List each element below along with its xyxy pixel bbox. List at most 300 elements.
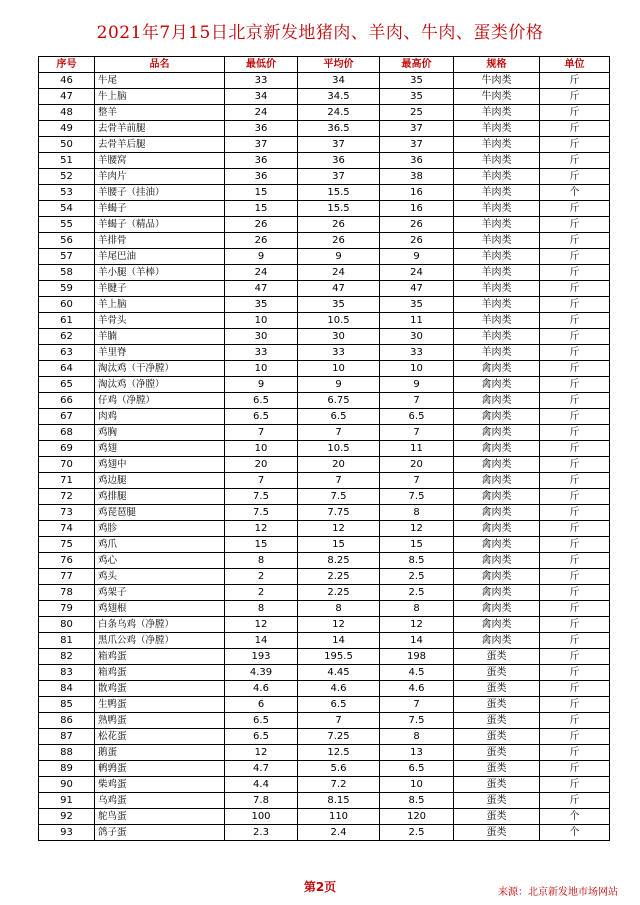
cell-index: 70 [39,457,95,473]
cell-category: 牛肉类 [454,73,540,89]
cell-min-price: 12 [225,521,298,537]
cell-avg-price: 6.75 [298,393,380,409]
cell-max-price: 37 [380,137,454,153]
cell-unit: 斤 [540,649,610,665]
cell-name: 鸡心 [95,553,225,569]
cell-index: 57 [39,249,95,265]
cell-name: 柴鸡蛋 [95,777,225,793]
cell-unit: 斤 [540,489,610,505]
cell-unit: 斤 [540,681,610,697]
cell-name: 鹅蛋 [95,745,225,761]
cell-index: 66 [39,393,95,409]
table-body [39,73,610,841]
cell-index: 61 [39,313,95,329]
cell-avg-price: 33 [298,345,380,361]
cell-avg-price: 9 [298,377,380,393]
cell-max-price: 9 [380,249,454,265]
cell-index: 74 [39,521,95,537]
cell-avg-price: 7 [298,425,380,441]
cell-max-price: 120 [380,809,454,825]
table-row [39,745,610,761]
cell-category: 禽肉类 [454,521,540,537]
cell-avg-price: 15.5 [298,185,380,201]
cell-index: 83 [39,665,95,681]
cell-min-price: 26 [225,217,298,233]
cell-category: 禽肉类 [454,569,540,585]
cell-name: 鸡翅 [95,441,225,457]
table-row [39,393,610,409]
header-avg-price: 平均价 [298,57,380,73]
cell-unit: 斤 [540,521,610,537]
cell-name: 羊肉片 [95,169,225,185]
cell-avg-price: 110 [298,809,380,825]
cell-unit: 斤 [540,601,610,617]
cell-unit: 斤 [540,569,610,585]
cell-category: 羊肉类 [454,313,540,329]
cell-index: 79 [39,601,95,617]
cell-category: 羊肉类 [454,121,540,137]
cell-name: 乌鸡蛋 [95,793,225,809]
cell-avg-price: 12.5 [298,745,380,761]
cell-unit: 斤 [540,153,610,169]
cell-unit: 斤 [540,697,610,713]
cell-unit: 斤 [540,585,610,601]
cell-name: 淘汰鸡（净膛） [95,377,225,393]
cell-index: 85 [39,697,95,713]
cell-avg-price: 10.5 [298,313,380,329]
cell-min-price: 7.5 [225,505,298,521]
cell-index: 52 [39,169,95,185]
cell-avg-price: 5.6 [298,761,380,777]
cell-name: 鸡翅根 [95,601,225,617]
cell-avg-price: 34.5 [298,89,380,105]
cell-max-price: 2.5 [380,569,454,585]
cell-category: 蛋类 [454,761,540,777]
cell-max-price: 12 [380,521,454,537]
cell-avg-price: 26 [298,233,380,249]
cell-unit: 斤 [540,89,610,105]
cell-max-price: 8.5 [380,553,454,569]
table-row [39,89,610,105]
cell-name: 散鸡蛋 [95,681,225,697]
cell-unit: 斤 [540,137,610,153]
cell-unit: 斤 [540,745,610,761]
cell-index: 62 [39,329,95,345]
cell-min-price: 36 [225,121,298,137]
cell-max-price: 47 [380,281,454,297]
cell-index: 72 [39,489,95,505]
cell-index: 56 [39,233,95,249]
cell-unit: 斤 [540,713,610,729]
cell-unit: 斤 [540,777,610,793]
cell-max-price: 36 [380,153,454,169]
cell-index: 54 [39,201,95,217]
header-index: 序号 [39,57,95,73]
table-row [39,265,610,281]
cell-max-price: 37 [380,121,454,137]
table-row [39,697,610,713]
cell-name: 牛尾 [95,73,225,89]
cell-avg-price: 7 [298,713,380,729]
cell-index: 53 [39,185,95,201]
table-row [39,617,610,633]
cell-max-price: 14 [380,633,454,649]
cell-category: 蛋类 [454,681,540,697]
cell-avg-price: 26 [298,217,380,233]
cell-unit: 斤 [540,169,610,185]
cell-min-price: 33 [225,73,298,89]
cell-avg-price: 30 [298,329,380,345]
cell-max-price: 7 [380,473,454,489]
table-row [39,809,610,825]
cell-max-price: 4.5 [380,665,454,681]
cell-name: 肉鸡 [95,409,225,425]
table-row [39,793,610,809]
cell-index: 58 [39,265,95,281]
cell-min-price: 26 [225,233,298,249]
cell-min-price: 6.5 [225,713,298,729]
cell-category: 羊肉类 [454,297,540,313]
table-row [39,553,610,569]
cell-unit: 斤 [540,793,610,809]
cell-min-price: 10 [225,361,298,377]
table-row [39,729,610,745]
table-row [39,649,610,665]
table-row [39,505,610,521]
cell-index: 55 [39,217,95,233]
cell-category: 羊肉类 [454,217,540,233]
cell-min-price: 6.5 [225,393,298,409]
cell-max-price: 10 [380,777,454,793]
cell-index: 87 [39,729,95,745]
cell-max-price: 24 [380,265,454,281]
cell-max-price: 16 [380,185,454,201]
table-row [39,777,610,793]
cell-unit: 斤 [540,505,610,521]
cell-category: 蛋类 [454,665,540,681]
cell-category: 羊肉类 [454,329,540,345]
cell-unit: 斤 [540,633,610,649]
cell-category: 蛋类 [454,777,540,793]
header-category: 规格 [454,57,540,73]
cell-min-price: 15 [225,537,298,553]
cell-name: 鸡边腿 [95,473,225,489]
cell-index: 76 [39,553,95,569]
cell-avg-price: 35 [298,297,380,313]
cell-min-price: 6.5 [225,409,298,425]
cell-index: 88 [39,745,95,761]
table-row [39,281,610,297]
cell-category: 羊肉类 [454,249,540,265]
cell-min-price: 33 [225,345,298,361]
cell-max-price: 26 [380,217,454,233]
cell-avg-price: 12 [298,617,380,633]
cell-unit: 斤 [540,281,610,297]
cell-min-price: 4.39 [225,665,298,681]
table-row [39,121,610,137]
cell-max-price: 30 [380,329,454,345]
cell-name: 鸡胗 [95,521,225,537]
cell-min-price: 6.5 [225,729,298,745]
cell-max-price: 13 [380,745,454,761]
cell-avg-price: 7.25 [298,729,380,745]
cell-index: 81 [39,633,95,649]
cell-min-price: 193 [225,649,298,665]
cell-max-price: 8 [380,601,454,617]
cell-name: 鸡排腿 [95,489,225,505]
cell-min-price: 37 [225,137,298,153]
cell-min-price: 9 [225,249,298,265]
table-row [39,201,610,217]
table-row [39,713,610,729]
cell-index: 68 [39,425,95,441]
table-row [39,329,610,345]
cell-min-price: 9 [225,377,298,393]
cell-name: 牛上脑 [95,89,225,105]
cell-avg-price: 10 [298,361,380,377]
cell-name: 仔鸡（净膛） [95,393,225,409]
cell-name: 羊蝎子（精品） [95,217,225,233]
cell-unit: 斤 [540,121,610,137]
cell-max-price: 2.5 [380,585,454,601]
header-name: 品名 [95,57,225,73]
cell-min-price: 36 [225,169,298,185]
cell-name: 去骨羊前腿 [95,121,225,137]
cell-min-price: 12 [225,745,298,761]
cell-max-price: 2.5 [380,825,454,841]
cell-max-price: 35 [380,89,454,105]
cell-name: 鸵鸟蛋 [95,809,225,825]
table-row [39,249,610,265]
cell-unit: 斤 [540,393,610,409]
cell-category: 羊肉类 [454,201,540,217]
cell-avg-price: 24.5 [298,105,380,121]
cell-min-price: 35 [225,297,298,313]
cell-category: 禽肉类 [454,377,540,393]
cell-category: 羊肉类 [454,265,540,281]
cell-index: 80 [39,617,95,633]
table-row [39,217,610,233]
cell-unit: 斤 [540,441,610,457]
cell-index: 51 [39,153,95,169]
cell-category: 蛋类 [454,793,540,809]
cell-index: 73 [39,505,95,521]
cell-unit: 斤 [540,409,610,425]
cell-min-price: 4.6 [225,681,298,697]
cell-unit: 斤 [540,361,610,377]
cell-name: 整羊 [95,105,225,121]
cell-name: 羊里脊 [95,345,225,361]
cell-unit: 斤 [540,553,610,569]
cell-index: 78 [39,585,95,601]
cell-unit: 斤 [540,665,610,681]
cell-min-price: 7.8 [225,793,298,809]
cell-avg-price: 15 [298,537,380,553]
cell-max-price: 4.6 [380,681,454,697]
cell-max-price: 33 [380,345,454,361]
cell-max-price: 7 [380,425,454,441]
cell-index: 71 [39,473,95,489]
table-row [39,105,610,121]
cell-unit: 斤 [540,249,610,265]
cell-max-price: 15 [380,537,454,553]
cell-name: 鸡架子 [95,585,225,601]
cell-category: 禽肉类 [454,393,540,409]
table-row [39,489,610,505]
cell-avg-price: 195.5 [298,649,380,665]
cell-category: 禽肉类 [454,617,540,633]
cell-index: 48 [39,105,95,121]
cell-unit: 斤 [540,537,610,553]
cell-min-price: 2 [225,585,298,601]
cell-index: 64 [39,361,95,377]
price-table [38,56,610,841]
cell-avg-price: 7.75 [298,505,380,521]
cell-min-price: 6 [225,697,298,713]
cell-category: 羊肉类 [454,281,540,297]
cell-name: 白条乌鸡（净膛） [95,617,225,633]
cell-min-price: 2 [225,569,298,585]
cell-category: 羊肉类 [454,169,540,185]
cell-unit: 个 [540,185,610,201]
table-row [39,633,610,649]
table-row [39,377,610,393]
cell-max-price: 7.5 [380,489,454,505]
cell-name: 羊骨头 [95,313,225,329]
cell-name: 生鸭蛋 [95,697,225,713]
cell-unit: 斤 [540,201,610,217]
table-row [39,457,610,473]
cell-unit: 个 [540,809,610,825]
cell-unit: 斤 [540,297,610,313]
cell-category: 蛋类 [454,697,540,713]
cell-max-price: 8.5 [380,793,454,809]
table-row [39,473,610,489]
cell-name: 羊排骨 [95,233,225,249]
cell-category: 禽肉类 [454,473,540,489]
cell-name: 鸡爪 [95,537,225,553]
table-row [39,313,610,329]
cell-unit: 斤 [540,265,610,281]
cell-min-price: 7.5 [225,489,298,505]
cell-category: 禽肉类 [454,489,540,505]
cell-index: 75 [39,537,95,553]
cell-min-price: 34 [225,89,298,105]
cell-index: 60 [39,297,95,313]
cell-category: 禽肉类 [454,457,540,473]
cell-index: 69 [39,441,95,457]
header-min-price: 最低价 [225,57,298,73]
cell-avg-price: 2.25 [298,569,380,585]
cell-max-price: 25 [380,105,454,121]
cell-name: 黑爪公鸡（净膛） [95,633,225,649]
cell-max-price: 7 [380,697,454,713]
cell-avg-price: 10.5 [298,441,380,457]
cell-avg-price: 7.2 [298,777,380,793]
cell-name: 鸡翅中 [95,457,225,473]
cell-max-price: 10 [380,361,454,377]
cell-min-price: 24 [225,265,298,281]
cell-unit: 斤 [540,313,610,329]
page-number: 第2页 [303,880,337,894]
table-row [39,681,610,697]
cell-index: 93 [39,825,95,841]
header-unit: 单位 [540,57,610,73]
cell-category: 蛋类 [454,745,540,761]
cell-name: 淘汰鸡（干净膛） [95,361,225,377]
cell-name: 羊腱子 [95,281,225,297]
cell-avg-price: 36 [298,153,380,169]
cell-avg-price: 20 [298,457,380,473]
cell-index: 77 [39,569,95,585]
cell-min-price: 2.3 [225,825,298,841]
cell-avg-price: 14 [298,633,380,649]
cell-name: 羊腰窝 [95,153,225,169]
cell-name: 羊小腿（羊棒） [95,265,225,281]
cell-unit: 斤 [540,345,610,361]
cell-min-price: 47 [225,281,298,297]
cell-max-price: 8 [380,505,454,521]
cell-name: 鸡琵琶腿 [95,505,225,521]
cell-category: 羊肉类 [454,345,540,361]
table-row [39,665,610,681]
cell-avg-price: 8 [298,601,380,617]
cell-max-price: 8 [380,729,454,745]
cell-category: 禽肉类 [454,505,540,521]
cell-max-price: 198 [380,649,454,665]
table-row [39,537,610,553]
cell-index: 92 [39,809,95,825]
cell-index: 91 [39,793,95,809]
cell-avg-price: 37 [298,169,380,185]
table-row [39,345,610,361]
cell-category: 禽肉类 [454,361,540,377]
cell-category: 禽肉类 [454,537,540,553]
cell-min-price: 4.4 [225,777,298,793]
cell-unit: 斤 [540,105,610,121]
table-row [39,825,610,841]
table-row [39,601,610,617]
table-row [39,409,610,425]
cell-unit: 斤 [540,473,610,489]
cell-category: 羊肉类 [454,233,540,249]
cell-avg-price: 6.5 [298,409,380,425]
cell-avg-price: 15.5 [298,201,380,217]
cell-avg-price: 47 [298,281,380,297]
cell-index: 49 [39,121,95,137]
cell-index: 63 [39,345,95,361]
cell-unit: 斤 [540,761,610,777]
cell-name: 鹌鹑蛋 [95,761,225,777]
cell-max-price: 12 [380,617,454,633]
cell-index: 65 [39,377,95,393]
cell-category: 羊肉类 [454,153,540,169]
cell-category: 禽肉类 [454,633,540,649]
cell-unit: 斤 [540,729,610,745]
cell-max-price: 38 [380,169,454,185]
cell-avg-price: 4.45 [298,665,380,681]
cell-min-price: 8 [225,601,298,617]
cell-index: 89 [39,761,95,777]
cell-avg-price: 4.6 [298,681,380,697]
cell-name: 去骨羊后腿 [95,137,225,153]
cell-max-price: 26 [380,233,454,249]
cell-avg-price: 8.25 [298,553,380,569]
cell-category: 禽肉类 [454,409,540,425]
cell-min-price: 15 [225,185,298,201]
table-row [39,297,610,313]
cell-avg-price: 24 [298,265,380,281]
